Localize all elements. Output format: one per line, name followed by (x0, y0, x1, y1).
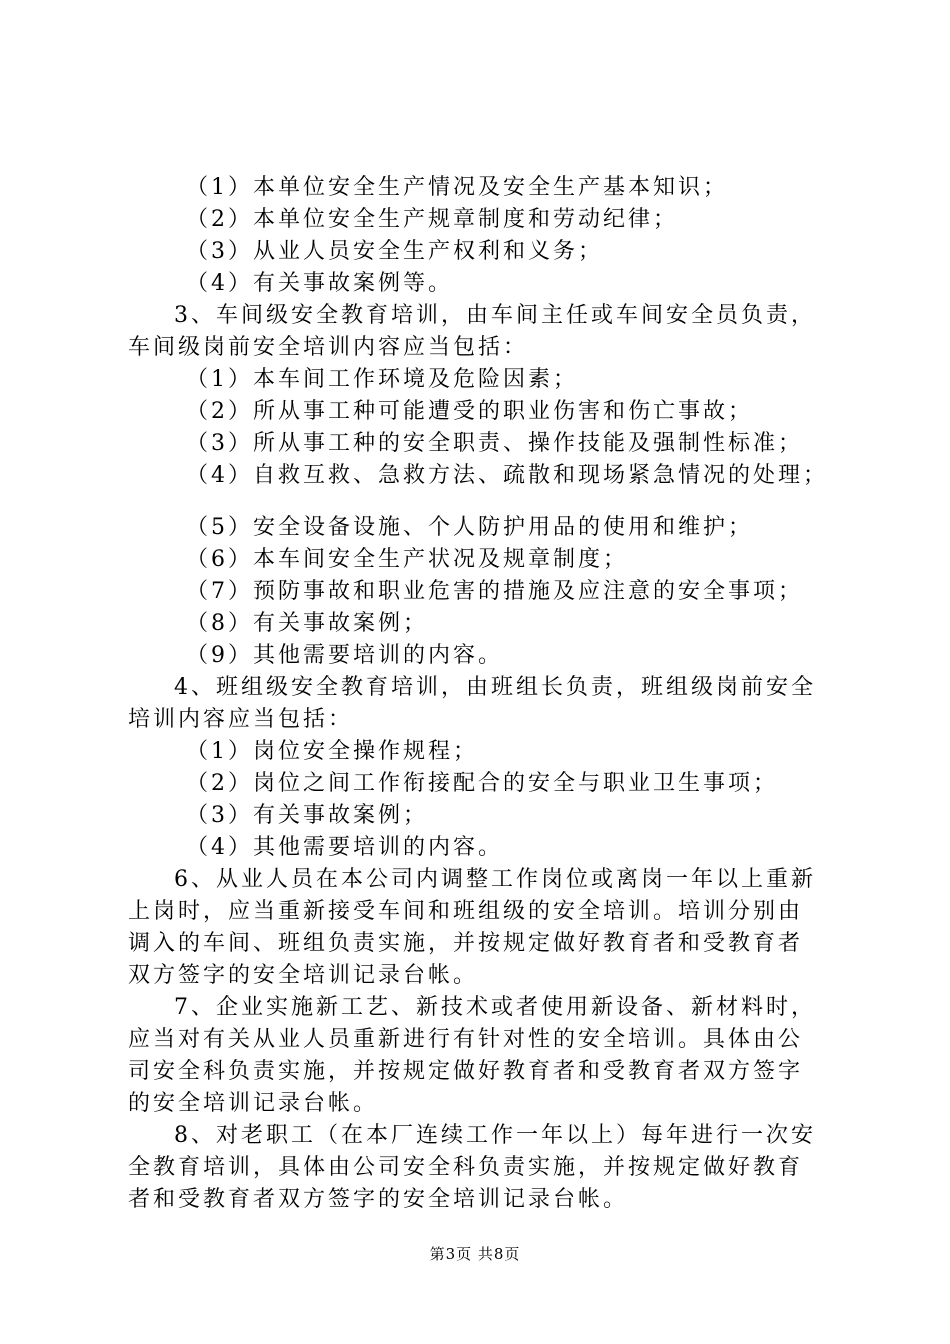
list-item: （5）安全设备设施、个人防护用品的使用和维护； (186, 515, 753, 540)
list-item: （1）本车间工作环境及危险因素； (186, 367, 578, 392)
paragraph-line: 司安全科负责实施，并按规定做好教育者和受教育者双方签字 (128, 1059, 804, 1084)
list-item: （9）其他需要培训的内容。 (186, 643, 503, 668)
list-item: （7）预防事故和职业危害的措施及应注意的安全事项； (186, 579, 803, 604)
list-item: （3）有关事故案例； (186, 803, 428, 828)
list-item: （6）本车间安全生产状况及规章制度； (186, 547, 628, 572)
paragraph-line: 3、车间级安全教育培训，由车间主任或车间安全员负责， (174, 303, 816, 328)
list-item: （4）自救互救、急救方法、疏散和现场紧急情况的处理； (186, 463, 828, 488)
list-item: （4）其他需要培训的内容。 (186, 835, 503, 860)
list-item: （4）有关事故案例等。 (186, 271, 453, 296)
list-item: （8）有关事故案例； (186, 611, 428, 636)
page-number: 第3页 共8页 (429, 1245, 521, 1263)
paragraph-line: 调入的车间、班组负责实施，并按规定做好教育者和受教育者 (128, 931, 804, 956)
paragraph-line: 4、班组级安全教育培训，由班组长负责，班组级岗前安全 (174, 675, 816, 700)
paragraph-line: 的安全培训记录台帐。 (128, 1091, 379, 1116)
paragraph-line: 6、从业人员在本公司内调整工作岗位或离岗一年以上重新 (174, 867, 816, 892)
list-item: （2）本单位安全生产规章制度和劳动纪律； (186, 207, 678, 232)
list-item: （1）岗位安全操作规程； (186, 739, 478, 764)
list-item: （3）从业人员安全生产权利和义务； (186, 239, 603, 264)
list-item: （2）岗位之间工作衔接配合的安全与职业卫生事项； (186, 771, 778, 796)
paragraph-line: 双方签字的安全培训记录台帐。 (128, 963, 479, 988)
paragraph-line: 车间级岗前安全培训内容应当包括： (128, 335, 529, 360)
paragraph-line: 8、对老职工（在本厂连续工作一年以上）每年进行一次安 (174, 1123, 816, 1148)
list-item: （2）所从事工种可能遭受的职业伤害和伤亡事故； (186, 399, 753, 424)
list-item: （3）所从事工种的安全职责、操作技能及强制性标准； (186, 431, 803, 456)
paragraph-line: 应当对有关从业人员重新进行有针对性的安全培训。具体由公 (128, 1027, 804, 1052)
document-body (128, 172, 828, 1216)
list-item: （1）本单位安全生产情况及安全生产基本知识； (186, 175, 728, 200)
page-footer (0, 1244, 950, 1264)
paragraph-line: 全教育培训，具体由公司安全科负责实施，并按规定做好教育 (128, 1155, 804, 1180)
paragraph-line: 者和受教育者双方签字的安全培训记录台帐。 (128, 1187, 629, 1212)
paragraph-line: 7、企业实施新工艺、新技术或者使用新设备、新材料时， (174, 995, 816, 1020)
paragraph-line: 上岗时，应当重新接受车间和班组级的安全培训。培训分别由 (128, 899, 804, 924)
paragraph-gap (128, 492, 828, 512)
paragraph-line: 培训内容应当包括： (128, 707, 354, 732)
